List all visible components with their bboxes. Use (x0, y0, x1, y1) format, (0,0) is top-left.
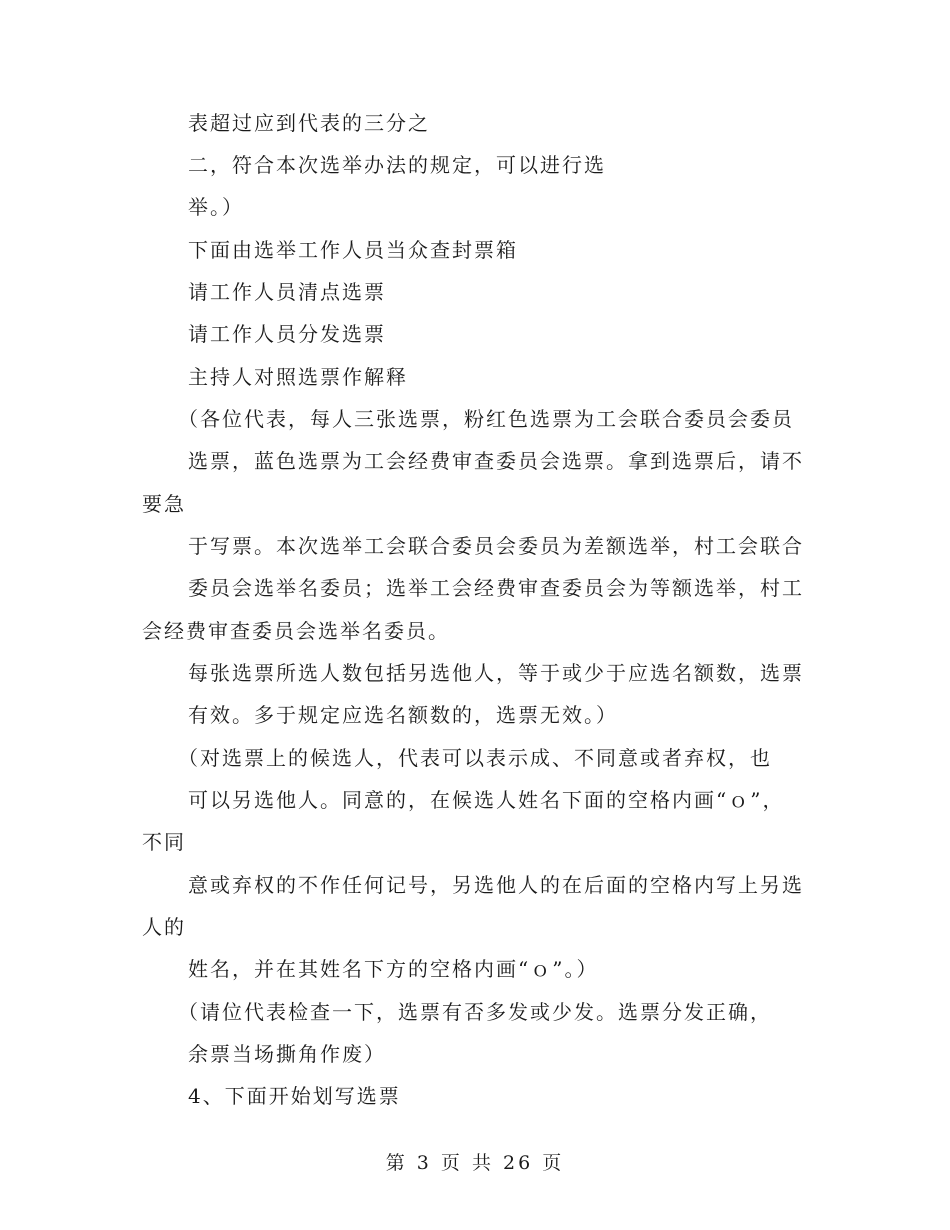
text-line: 余票当场撕角作废） (188, 1042, 386, 1066)
text-line: 于写票。本次选举工会联合委员会委员为差额选举，村工会联合 (188, 534, 804, 558)
text-line: 表超过应到代表的三分之 (188, 111, 430, 135)
text-line: 可以另选他人。同意的，在候选人姓名下面的空格内画“ｏ”， (188, 788, 785, 812)
text-line: 意或弃权的不作任何记号，另选他人的在后面的空格内写上另选 (188, 873, 804, 897)
text-line: 4、下面开始划写选票 (188, 1084, 401, 1108)
text-line: （请位代表检查一下，选票有否多发或少发。选票分发正确， (178, 1000, 772, 1024)
text-line: 主持人对照选票作解释 (188, 365, 408, 389)
text-line: 选票，蓝色选票为工会经费审查委员会选票。拿到选票后，请不 (188, 449, 804, 473)
text-line: 姓名，并在其姓名下方的空格内画“ｏ”。） (188, 957, 599, 981)
text-line: 请工作人员分发选票 (188, 322, 386, 346)
text-line: 人的 (142, 915, 186, 939)
text-line: 下面由选举工作人员当众查封票箱 (188, 238, 518, 262)
text-line: 举。） (188, 195, 244, 219)
text-line: 不同 (142, 830, 186, 854)
text-line: 会经费审查委员会选举名委员。 (142, 619, 450, 643)
page-number-footer: 第 3 页 共 26 页 (385, 1152, 565, 1174)
text-line: （对选票上的候选人，代表可以表示成、不同意或者弃权，也 (178, 746, 772, 770)
text-line: 要急 (142, 492, 186, 516)
text-line: 请工作人员清点选票 (188, 280, 386, 304)
text-line: 有效。多于规定应选名额数的，选票无效。） (188, 703, 618, 727)
text-line: （各位代表，每人三张选票，粉红色选票为工会联合委员会委员 (178, 407, 794, 431)
text-line: 委员会选举名委员；选举工会经费审查委员会为等额选举，村工 (188, 576, 804, 600)
text-line: 每张选票所选人数包括另选他人，等于或少于应选名额数，选票 (188, 661, 804, 685)
text-line: 二，符合本次选举办法的规定，可以进行选 (188, 153, 606, 177)
